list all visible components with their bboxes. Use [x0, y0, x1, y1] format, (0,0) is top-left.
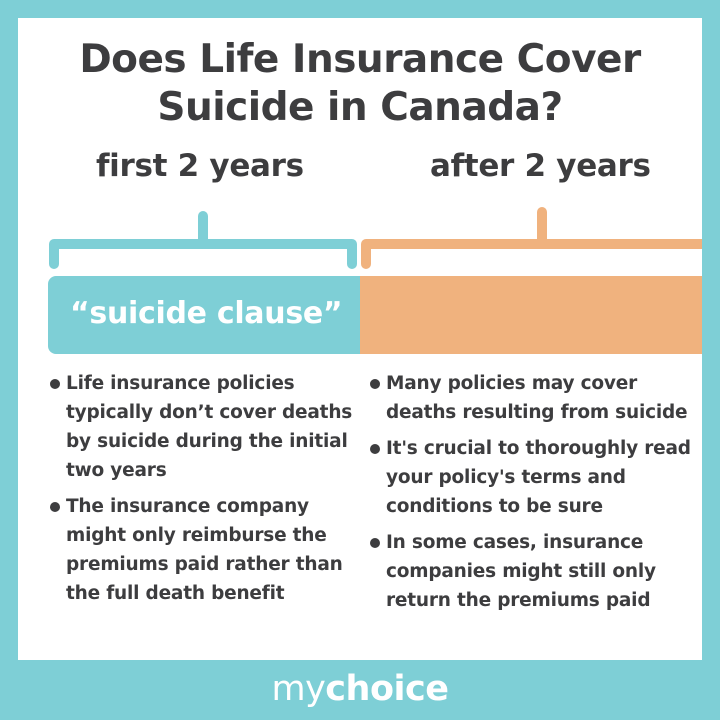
bullet-dot-icon [370, 538, 380, 548]
bullet-dot-icon [370, 379, 380, 389]
bullet-dot-icon [50, 502, 60, 512]
infographic-title: Does Life Insurance Cover Suicide in Canada? [79, 37, 641, 130]
after-period-bracket [366, 212, 702, 264]
bullet-text: Life insurance policies typically don’t cover deaths by suicide during the initial two years [66, 373, 353, 481]
bullet-dot-icon [370, 444, 380, 454]
first-period-bracket [54, 216, 352, 264]
bullet-text: The insurance company might only reimburse the premiums paid rather than the full death benefit [66, 496, 343, 604]
suicide-clause-label: “suicide clause” [70, 296, 343, 331]
first-period-bullet-list [48, 369, 360, 615]
logo-my-text: my [271, 669, 326, 709]
first-period-label: first 2 years [96, 148, 304, 184]
list-item [368, 434, 694, 521]
infographic-card [18, 18, 702, 660]
after-period-bar [360, 276, 702, 354]
bullet-text: It's crucial to thoroughly read your policy's terms and conditions to be sure [386, 438, 691, 517]
after-period-label: after 2 years [430, 148, 651, 184]
mychoice-logo [0, 667, 720, 711]
timeline-brackets [18, 188, 702, 268]
after-period-bullet-list [368, 369, 694, 622]
logo-choice-text: choice [325, 669, 449, 709]
list-item [368, 528, 694, 615]
list-item [48, 492, 360, 608]
bullet-text: Many policies may cover deaths resulting from suicide [386, 373, 688, 423]
bullet-text: In some cases, insurance companies might still only return the premiums paid [386, 532, 656, 611]
list-item [368, 369, 694, 427]
bullet-dot-icon [50, 379, 60, 389]
list-item [48, 369, 360, 485]
